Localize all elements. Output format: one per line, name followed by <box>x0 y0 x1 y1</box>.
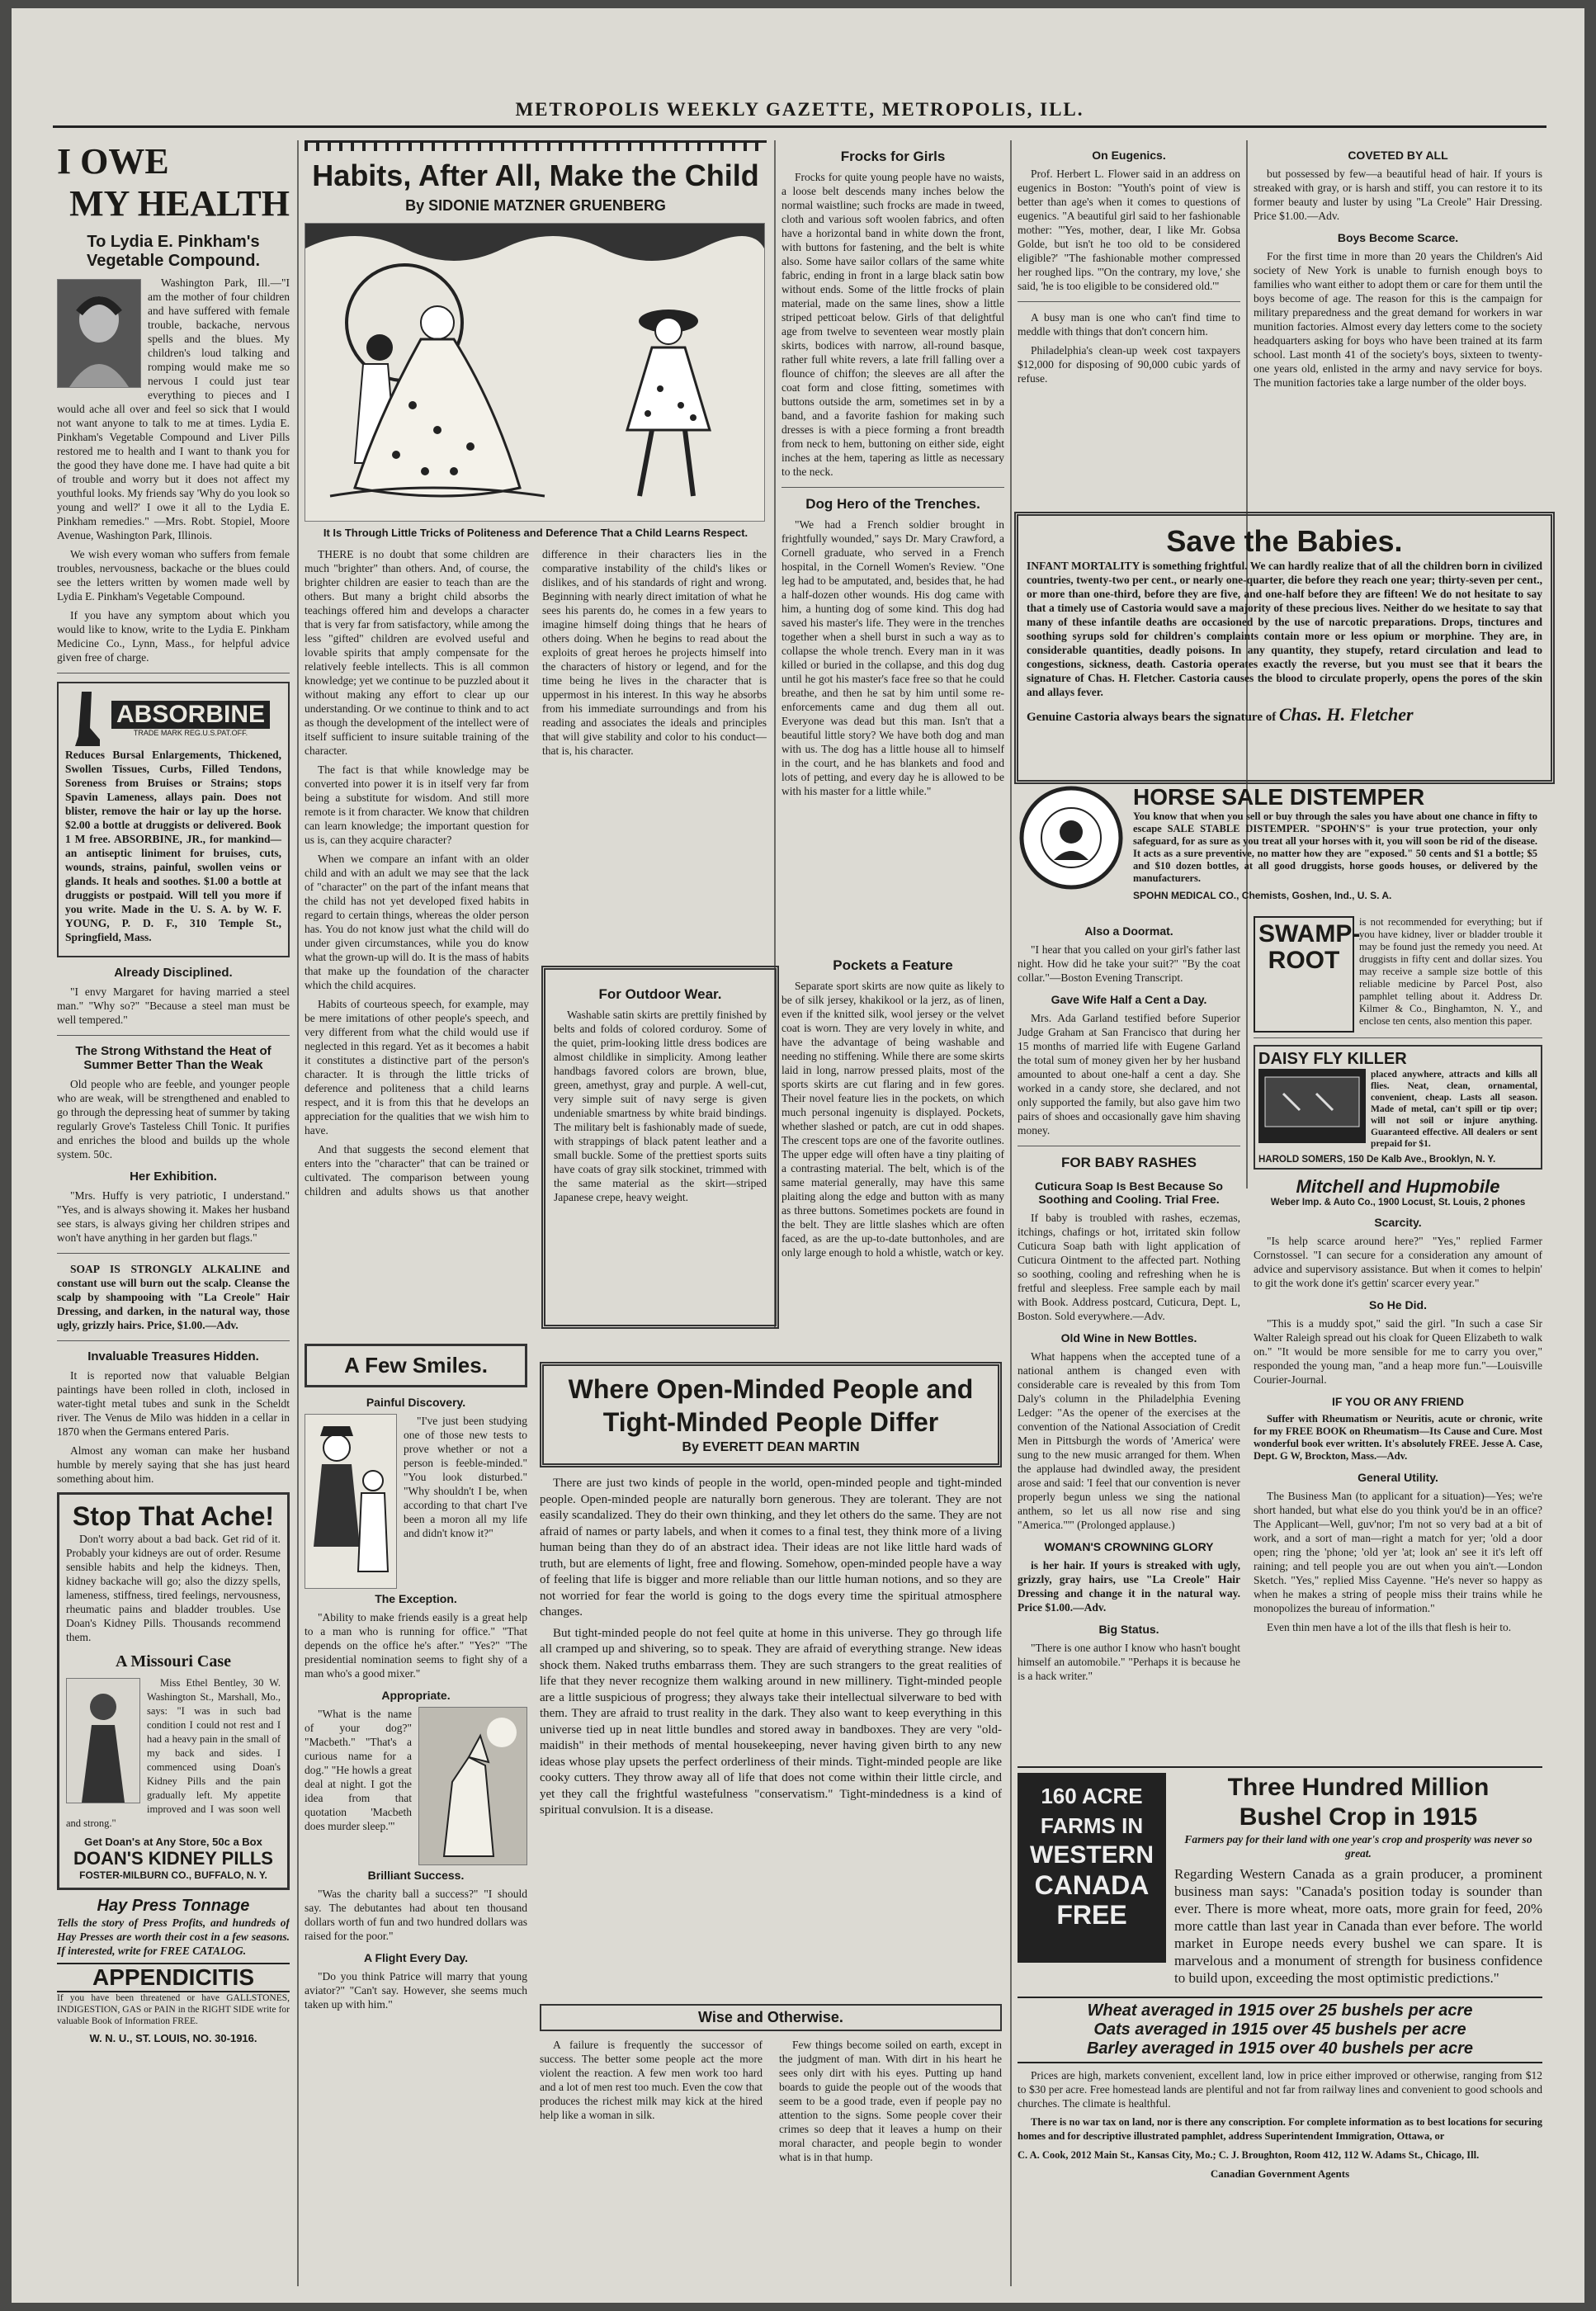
absorbine-ad <box>57 682 290 957</box>
ache-title: Stop That Ache! <box>72 1501 275 1531</box>
wnu-line: W. N. U., ST. LOUIS, NO. 30-1916. <box>89 2032 257 2044</box>
status-heading: Big Status. <box>1098 1623 1159 1636</box>
woman-portrait-icon <box>58 280 140 387</box>
philadelphia-text: Philadelphia's clean-up week cost taxpayers $12,000 for disposing of 90,000 cubic yards of refuse. <box>1018 344 1240 385</box>
dog-hero-heading: Dog Hero of the Trenches. <box>805 496 980 512</box>
woman-figure-icon <box>67 1679 139 1803</box>
brilliant-text: "Was the charity ball a success?" "I should say. The debutantes had about ten thousand dollars worth of fun and two hundred dollars was raised for the poor." <box>305 1888 527 1942</box>
habits-byline: By SIDONIE MATZNER GRUENBERG <box>405 197 666 214</box>
wife-text: Mrs. Ada Garland testified before Superior Judge Graham at San Francisco that during her 15 months of married life with Eugene Garland the total sum of money given her by her husband amounted to about one-half a cent a day. She worked in a candy store, she declared, and not only supported the family, but also gave him two pairs of shoes and occasionally gave him shaving money. <box>1018 1012 1240 1137</box>
absorbine-text: Reduces Bursal Enlargements, Thickened, Swollen Tissues, Curbs, Filled Tendons, Soreness from Bruises or Strains; stops Spavin Lameness, allays pain. Does not blister, remove the hair or lay up the horse. $2.00 a bottle at druggists or delivered. Book 1 M free. ABSORBINE, JR., for mankind—an antiseptic liniment for bruises, cuts, wounds, strains, painful, swollen veins or glands. It heals and soothes. $1.00 a bottle at druggists or postpaid. Will tell you more if you write. Made in the U. S. A. by W. F. YOUNG, P. D. F., 310 Temple St., Springfield, Mass. <box>65 749 281 943</box>
masthead: METROPOLIS WEEKLY GAZETTE, METROPOLIS, ILL. <box>53 99 1546 128</box>
pinkham-testimonial: Washington Park, Ill.—"I am the mother of four children and have suffered with female trouble, backache, nervous spells and the blues. My children's loud talking and romping would make me so nervous I could just tear everything to pieces and I would ache all over and feel so sick that I would not want anyone to talk to me at times. Lydia E. Pinkham's Vegetable Compound and Liver Pills restored me to health and I want to thank you for the good they have done me. I have had quite a bit of trouble and worry but it does not affect my youthful looks. My friends say 'Why do you look so young and well?' I owe it all to the Lydia E. Pinkham remedies." —Mrs. Robt. Stopiel, Moore Avenue, Washington Park, Illinois. <box>57 276 290 541</box>
disciplined-heading: Already Disciplined. <box>114 966 233 980</box>
horse-company: SPOHN MEDICAL CO., Chemists, Goshen, Ind., U. S. A. <box>1133 890 1392 901</box>
smiles-title-box <box>305 1344 527 1387</box>
open-minded-title-2: Tight-Minded People Differ <box>602 1407 939 1437</box>
outdoor-text: Washable satin skirts are prettily finished by belts and folds of colored corduroy. Some of the quiet, prim-looking little dress bodices are almost childlike in simplicity. Among leather handbags favored colors are brown, blue, green, amethyst, gray and purple. A well-cut, very simple suit of navy serge is given undeniable smartness by white braid bindings. The military belt is fashionably made of suede, with strappings of black patent leather and a small buckle. Some of the prettiest sports suits have coats of gray silk stockinet, trimmed with the same material as the skirt—striped Japanese crepe, heavy weight. <box>554 1009 767 1203</box>
canada-oats: Oats averaged in 1915 over 45 bushels per acre <box>1093 2020 1466 2039</box>
doormat-text: "I hear that you called on your girl's father last night. How did he take your suit?" "By the coat collar."—Boston Evening Transcript. <box>1018 943 1240 984</box>
coveted-text: but possessed by few—a beautiful head of hair. If yours is streaked with gray, or is harsh and stiff, you can restore it to its former beauty and luster by using "La Creole" Hair Dressing. Price $1.00.—Adv. <box>1254 168 1542 222</box>
badge-line-4: CANADA <box>1034 1870 1150 1900</box>
did-text: "This is a muddy spot," said the girl. "In such a case Sir Walter Raleigh spread out his cloak for Queen Elizabeth to walk on." "It would be more sensible for me to carry you over," responded the young man, "and a heap more fun."—Louisville Courier-Journal. <box>1254 1317 1542 1386</box>
strong-text: Old people who are feeble, and younger people who are weak, will be strengthened and enabled to go through the depressing heat of summer by taking regularly Grove's Tasteless Chill Tonic. It purifies and enriches the blood and builds up the whole system. 50c. <box>57 1078 290 1160</box>
wine-text: What happens when the accepted tune of a national anthem is changed even with considerable care is revealed by this from Tom Daly's column in the Philadelphia Evening Ledger: "As the opener of the exercises at the convention of the National Association of Credit Men in Pittsburgh the words of 'America' were sung to the new music arranged for them. When the applause had dwindled away, the president arose and said: 'I feel that our convention is never properly begun unless we sing the national anthem, so let us all now rise and sing "America."'" (Prolonged applause.) <box>1018 1350 1240 1531</box>
smiles-title: A Few Smiles. <box>344 1353 488 1378</box>
missouri-photo <box>66 1678 140 1803</box>
treasures-heading: Invaluable Treasures Hidden. <box>87 1349 259 1363</box>
brilliant-heading: Brilliant Success. <box>367 1869 465 1882</box>
canada-subheading: Farmers pay for their land with one year's crop and prosperity was never so great. <box>1184 1833 1532 1860</box>
habits-p2: The fact is that while knowledge may be converted into power it is in itself very far from being a substitute for wisdom. And still more remote is it from character. We know that children can learn knowledge; the important question for us is, can they acquire character? <box>305 763 529 846</box>
canada-wheat: Wheat averaged in 1915 over 25 bushels per acre <box>1087 2001 1473 2020</box>
column-5-top <box>1254 140 1542 503</box>
babies-heading: Save the Babies. <box>1166 524 1403 558</box>
swamp-root-heading: SWAMP-ROOT <box>1254 916 1354 1033</box>
open-minded-byline: By EVERETT DEAN MARTIN <box>682 1440 860 1454</box>
column-rule <box>1010 140 1012 2286</box>
horse-leg-icon <box>65 690 106 748</box>
spohn-seal-icon <box>1018 784 1125 891</box>
disciplined-text: "I envy Margaret for having married a steel man." "Why so?" "Because a steel man must be well tempered." <box>57 985 290 1026</box>
wife-heading: Gave Wife Half a Cent a Day. <box>1051 993 1207 1006</box>
eugenics-text: Prof. Herbert L. Flower said in an address on eugenics in Boston: "Youth's point of view is better than age's when it comes to questions of eugenics. "A beautiful girl said to her fashionable mother: "'Yes, mother, dear, I like Mr. Gobsa Golde, but isn't he too old to be considered eligible?' "The fashionable mother compressed her roughed lips. "'On the contrary, my love,' she said, 'he is too eligible to be considered old.'" <box>1018 168 1240 292</box>
frocks-heading: Frocks for Girls <box>840 149 946 164</box>
hay-press-text: Tells the story of Press Profits, and hundreds of Hay Presses are worth their cost in a few seasons. If interested, write for FREE CATALOG. <box>57 1916 290 1957</box>
habits-p1: THERE is no doubt that some children are much "brighter" than others. And, of course, the brighter children are easier to teach than are the others. But many a bright child absorbs the teachings offered him and develops a character that is very far from satisfactory, while among the less "gifted" children are evolved useful and lovable spirits that amply compensate for the relatively feeble intellects. This is all common knowledge; yet we continue to be puzzled about it without making any effort to clear up our understanding. Or we continue to think and to act as though the development of the intellect were of itself sufficient to insure suitable training of the character. <box>305 548 529 757</box>
smiles-column <box>305 1337 527 2286</box>
wise-heading: Wise and Otherwise. <box>698 2009 843 2025</box>
habits-p4: Habits of courteous speech, for example, may be mere imitations of other people's speech, and very different from what the child would use if neglected in this regard. Yet as it becomes a habit it constitutes a distinctive part of the person's character. It is through the little tricks of deference and politeness that a child learns respect, and it is from this that he develops an appreciation for the qualities that we wish him to have. <box>305 998 529 1137</box>
newspaper-page <box>12 8 1584 2303</box>
scarcity-heading: Scarcity. <box>1374 1216 1422 1229</box>
absorbine-title: ABSORBINE <box>111 701 270 729</box>
canada-gov: Canadian Government Agents <box>1210 2167 1350 2180</box>
children-illustration <box>305 223 765 522</box>
glory-heading: WOMAN'S CROWNING GLORY <box>1044 1540 1214 1553</box>
habits-title: Habits, After All, Make the Child <box>312 158 759 192</box>
portrait-photo <box>57 279 141 388</box>
painful-heading: Painful Discovery. <box>366 1396 466 1409</box>
eugenics-heading: On Eugenics. <box>1092 149 1166 162</box>
exhibition-text: "Mrs. Huffy is very patriotic, I understand." "Yes, and is always showing it. Makes her husband see stars, is always giving her children stripes and won't have anything in her garden but flags." <box>57 1189 290 1244</box>
busy-man-text: A busy man is one who can't find time to meddle with things that don't concern him. <box>1018 311 1240 338</box>
ifyou-text: Suffer with Rheumatism or Neuritis, acute or chronic, write for my FREE BOOK on Rheumatism—Its Cause and Cure. Most wonderful book ever written. It's absolutely FREE. Jesse A. Case, Dept. G W, Brockton, Mass.—Adv. <box>1254 1413 1542 1462</box>
dog-hero-text: "We had a French soldier brought in frightfully wounded," says Dr. Mary Crawford, a Cornell graduate, who served in a French hospital, in the Cornell Women's Review. "One leg had to be amputated, and, besides that, he had a half-dozen other wounds. His dog came with him, a hunting dog of some kind. This dog had saved his master's life. They were in the trenches together when a shell burst in such a way as to collapse the whole trench. Every man in it was killed or buried in the collapse, and this dog dug until he got his master's face free so that he could breathe, and then he sat by him until some re-enforcements came and dug them all out. Everyone was dead but this man. Isn't that a beautiful little story? We have both dog and man with us. The dog has a little house all to himself in the court, and he has blankets and food and lots of petting, and every day he is allowed to be with his master for a little while." <box>781 518 1004 797</box>
mitchell-heading: Mitchell and Hupmobile <box>1296 1176 1500 1197</box>
badge-line-2: FARMS IN <box>1040 1813 1144 1838</box>
daisy-ad <box>1254 1045 1542 1170</box>
strong-heading: The Strong Withstand the Heat of Summer Better Than the Weak <box>75 1044 272 1072</box>
open-minded-title-box <box>540 1362 1002 1467</box>
rash-subheading: Cuticura Soap Is Best Because So Soothing and Cooling. Trial Free. <box>1035 1179 1223 1206</box>
appropriate-heading: Appropriate. <box>381 1689 451 1702</box>
treasures-text: It is reported now that valuable Belgian paintings have been rolled in cloth, inclosed in water-tight metal tubes and sunk in the Scheldt river. The Venus de Milo was hidden in a cellar in 1870 when the Germans entered Paris. <box>57 1369 290 1438</box>
wise-text-right: Few things become soiled on earth, except in the judgment of man. With dirt in his heart he sees only dirt with his eyes. Putting up hand boards to guide the people out of the woods that seem to be a good trade, even if people pay no attention to the signs. Some people cover their crimes so deep that it leaves a hump on their moral character, and people begin to wonder what is in that hump. <box>779 2039 1002 2163</box>
boys-text: For the first time in more than 20 years the Children's Aid society of New York is unable to furnish enough boys to families who want either to adopt them or care for them until the boys become of age. The reason for this is the campaign for military preparedness and the great demand for workers in war munition factories. Almost every day letters come to the society headquarters asking for boys who have been trained at its farm school. Last month 41 of the society's boys, sixteen to twenty-one years old, enlisted in the army and navy service for boys. The munition factories take a large number of the older boys. <box>1254 250 1542 389</box>
wise-section <box>540 1997 1002 2286</box>
daisy-text: placed anywhere, attracts and kills all flies. Neat, clean, ornamental, convenient, cheap. Lasts all season. Made of metal, can't spill or tip over; will not soil or injure anything. Guaranteed effective. All dealers or sent prepaid for $1. <box>1371 1070 1537 1149</box>
utility-heading: General Utility. <box>1358 1471 1438 1484</box>
exception-text: "Ability to make friends easily is a great help to a man who is running for office." "That depends on the office he's after." "Yes?" "The presidential nomination seems to fight shy of a man who's a good mixer." <box>305 1611 527 1680</box>
outdoor-wear-box <box>541 966 779 1329</box>
pockets-section <box>781 949 1004 1337</box>
column-rule <box>297 140 299 2286</box>
canada-agents: C. A. Cook, 2012 Main St., Kansas City, Mo.; C. J. Broughton, Room 412, 112 W. Adams St., Chicago, Ill. <box>1018 2149 1480 2161</box>
badge-line-5: FREE <box>1056 1900 1127 1930</box>
canada-barley: Barley averaged in 1915 over 40 bushels per acre <box>1086 2039 1474 2058</box>
appendicitis-text: If you have been threatened or have GALLSTONES, INDIGESTION, GAS or PAIN in the RIGHT SIDE write for valuable Book of Information FREE. <box>57 1993 290 2026</box>
daisy-company: HAROLD SOMERS, 150 De Kalb Ave., Brooklyn, N. Y. <box>1258 1155 1496 1165</box>
column-1 <box>57 140 290 2286</box>
pinkham-text-3: If you have any symptom about which you would like to know, write to the Lydia E. Pinkham Medicine Co., Lynn, Mass., for helpful advice given free of charge. <box>57 609 290 664</box>
flight-heading: A Flight Every Day. <box>363 1951 469 1964</box>
pinkham-subtitle: To Lydia E. Pinkham's Vegetable Compound. <box>86 233 261 270</box>
western-canada-ad <box>1018 1766 1542 2293</box>
open-minded-title-1: Where Open-Minded People and <box>568 1374 974 1404</box>
two-men-cartoon-icon <box>305 1415 396 1588</box>
habits-p3: When we compare an infant with an older child and with an adult we may see that the lack of "character" on the part of the infant means that the child has not yet developed fixed habits in regard to certain things, whereas the older person has. You do not know just what the child will do under given circumstances, while you do know what the grown-up will do. It is the mass of habits that make up the foundation of the character which the child acquires. <box>305 853 529 991</box>
pinkham-ad <box>57 140 290 664</box>
did-heading: So He Did. <box>1368 1298 1427 1311</box>
missouri-heading: A Missouri Case <box>116 1652 231 1671</box>
ifyou-heading: IF YOU OR ANY FRIEND <box>1332 1395 1464 1408</box>
almost-text: Almost any woman can make her husband humble by merely saying that she has just heard something about him. <box>57 1444 290 1485</box>
daisy-heading: DAISY FLY KILLER <box>1258 1050 1407 1068</box>
badge-line-3: WESTERN <box>1030 1841 1154 1869</box>
wise-heading-box <box>540 2004 1002 2031</box>
canada-yield-box <box>1018 1997 1542 2063</box>
swamp-root-text: is not recommended for everything; but if you have kidney, liver or bladder trouble it may be found just the remedy you need. At druggists in fifty cent and dollar sizes. You may receive a sample size bottle of this reliable medicine by Parcel Post, also pamphlet telling about it. Address Dr. Kilmer & Co., Binghamton, N. Y., and enclose ten cents, also mention this paper. <box>1359 916 1542 1027</box>
dog-illustration <box>418 1707 527 1865</box>
babies-signature-line <box>1027 704 1542 725</box>
pockets-text: Separate sport skirts are now quite as likely to be of silk jersey, khakikool or la jerz, as of linen, even if the knitted silk, wool jersey or the velvet coat is worn. They are very lovely in white, and have the advantage of being washable and needing no stiffening. While there are some skirts laid in long, narrow pressed plaits, most of the sports skirts are cut flaring and in few gores. Their novel feature lies in the pockets, on which much personal ingenuity is displayed. Pockets, whether slashed or patch, are cut in odd shapes. The crescent tops are one of the favorite outlines. The upper edge will often have a tiny plaiting of a contrasting material. The belt, which is of the same material generally, may have this same plaiting along the edge and button with as many as three buttons. Sometimes pockets are found in the belt. They are little slashes which are often faced, as are the up-to-date buttonholes, and are only large enough to hold a whistle, watch or key. <box>781 980 1004 1259</box>
exception-heading: The Exception. <box>375 1592 457 1605</box>
even-thin-text: Even thin men have a lot of the ills that flesh is heir to. <box>1267 1621 1512 1633</box>
hay-press-heading: Hay Press Tonnage <box>97 1897 250 1915</box>
fletcher-signature: Chas. H. Fletcher <box>1278 704 1414 725</box>
pinkham-title-1: I OWE <box>57 141 169 182</box>
canada-heading-2: Bushel Crop in 1915 <box>1239 1803 1478 1831</box>
decorative-border <box>305 140 767 151</box>
doans-name: DOAN'S KIDNEY PILLS <box>73 1848 273 1869</box>
ache-text: Don't worry about a bad back. Get rid of it. Probably your kidneys are out of order. Resume sensible habits and help the kidneys. Then, kidney backache will go; also the dizzy spells, lameness, stiffness, tired feelings, nervousness, rheumatic pains and bladder troubles. Use Doan's Kidney Pills. Thousands recommend them. <box>66 1533 281 1643</box>
babies-signature-lead: Genuine Castoria always bears the signature of <box>1027 711 1277 724</box>
coveted-heading: COVETED BY ALL <box>1348 149 1448 162</box>
column-5-middle <box>1254 916 1542 1758</box>
wise-text-left: A failure is frequently the successor of success. The better some people act the more violent the reaction. A few men work too hard and a lot of men rest too much. Even the cow that produces the richest milk may kick at the hired help like a woman in silk. <box>540 2039 763 2121</box>
absorbine-trademark: TRADE MARK REG.U.S.PAT.OFF. <box>133 729 248 737</box>
missouri-text: Miss Ethel Bentley, 30 W. Washington St., Marshall, Mo., says: "I was in such bad condition I could not rest and I had a heavy pain in the small of my back and sides. I commenced using Doan's Kidney Pills and the pain gradually left. My appetite improved and I was soon well and strong." <box>66 1677 281 1829</box>
painful-text: "I've just been studying one of those new tests to prove whether or not a person is feeble-minded." "You look disturbed." "Why shouldn't I be, when according to that chart I've been a moron all my life and didn't know it?" <box>404 1415 527 1539</box>
utility-text: The Business Man (to applicant for a situation)—Yes; we're short handed, but what else do you think you'd be in an office? The Applicant—Well, guv'nor; I'm not so very bad at a bit of work, and a sort of man—right a match for yer; 'old a door open; ring the 'phone; 'old yer 'at; look an' see it it's left off raining; and tell people you are out when you ain't.—London Sketch. "Yes," replied Miss Cayenne. "He's never so happy as when he makes a string of people miss their trains while he monopolizes the bureau of information." <box>1254 1490 1542 1614</box>
canada-heading-1: Three Hundred Million <box>1227 1774 1490 1801</box>
horse-text: You know that when you sell or buy through the sales you have about one chance in fifty to escape SALE STABLE DISTEMPER. "SPOHN'S" is your true protection, your only safeguard, for as sure as you treat all your horses with it, you will soon be rid of the disease. It acts as a sure preventive, no matter how they are "exposed." 50 cents and $1 a bottle; $5 and $10 dozen bottles, at all good druggists, horse goods houses, or delivered by the manufacturers. <box>1133 811 1537 884</box>
appropriate-text: "What is the name of your dog?" "Macbeth." "That's a curious name for a dog." "He howls a great deal at night. I got the idea from that quotation 'Macbeth does murder sleep.'" <box>305 1708 412 1832</box>
boys-heading: Boys Become Scarce. <box>1337 231 1459 244</box>
habits-caption: It Is Through Little Tricks of Politeness and Deference That a Child Learns Respect. <box>323 527 748 539</box>
open-minded-p1: There are just two kinds of people in the world, open-minded people and tight-minded people. Open-minded people are naturally born generous. They are tolerant. They are not easily scandalized. They do their own thinking, and they let others do the same. They are not afraid of names or party labels, and when it comes to a final test, they think more of a living human being than they do of an abstract idea. Their ideas are not like little hard wads of truth, but are elements of light, free and flowing. Somehow, open-minded people have a way of feeling that life is bigger and more reliable than our little human notions, and so they are not worried for fear the world is going to the dogs every time the spiritual atmosphere changes. <box>540 1477 1002 1619</box>
outdoor-heading: For Outdoor Wear. <box>598 986 722 1002</box>
mitchell-address: Weber Imp. & Auto Co., 1900 Locust, St. Louis, 2 phones <box>1270 1198 1526 1207</box>
castoria-ad <box>1014 512 1555 784</box>
rash-text: If baby is troubled with rashes, eczemas, itchings, chafings or hot, irritated skin follow Cuticura Soap bath with light application of Cuticura Ointment to the affected part. Nothing so soothing, cooling and refreshing when he is fretful and sleepless. Free sample each by mail with Book. Address postcard, Cuticura, Dept. L, Boston. Sold everywhere.—Adv. <box>1018 1212 1240 1322</box>
scarcity-text: "Is help scarce around here?" "Yes," replied Farmer Cornstossel. "I can secure for a consideration any amount of advice and supervisory assistance. But when it comes to helpin' to git the work done it's gettin' scarcer every year." <box>1254 1235 1542 1289</box>
pinkham-title-2: MY HEALTH <box>69 183 290 224</box>
badge-line-1: 160 ACRE <box>1041 1784 1143 1808</box>
habits-p5: And that suggests the second element that enters into the "character" that can be trained or cultivated. The comparison between young children and adults shows us that another difference in their characters lies in the comparative instability of the child's likes or dislikes, and of his standards of right and wrong. Beginning with nearly direct imitation of what he sees his parents do, he comes in a few years to imagine himself doing things that he hears of others doing. When he begins to read about the exploits of great heroes he projects himself into the characters of history or legend, and for the time being he lives in the character that is uppermost in his interest. In this way he absorbs from his immediate surroundings and from his reading and associates the ideals and principles that will give stability and color to his conduct—that is, his character. <box>305 548 767 1198</box>
pockets-heading: Pockets a Feature <box>833 957 953 973</box>
howling-dog-icon <box>419 1708 526 1864</box>
children-dancing-icon <box>305 224 764 521</box>
column-4-top <box>1018 140 1240 536</box>
glory-text: is her hair. If yours is streaked with ugly, grizzly, gray hairs, use "La Creole" Hair Dressing and change it in the natural way. Price $1.00.—Adv. <box>1018 1559 1240 1614</box>
doans-company: FOSTER-MILBURN CO., BUFFALO, N. Y. <box>79 1869 267 1881</box>
babies-text: INFANT MORTALITY is something frightful. We can hardly realize that of all the children born in civilized countries, twenty-two per cent., or nearly one-quarter, die before they reach one year; thirty-seven per cent., or more than one-third, before they are five, and one-half before they are fifteen! We do not hesitate to say that a timely use of Castoria would save a majority of these precious lives. Neither do we hesitate to say that many of these infantile deaths are occasioned by the use of narcotic preparations. Drops, tinctures and soothing syrups sold for children's complaints contain more or less opium or morphine. They are, in considerable quantities, deadly poisons. In any quantity, they stupefy, retard circulation and lead to congestions, sickness, death. Castoria operates exactly the reverse, but you must see that it bears the signature of Chas. H. Fletcher. Castoria causes the blood to circulate properly, opens the pores of the skin and allays fever. <box>1027 560 1542 698</box>
rash-heading: FOR BABY RASHES <box>1060 1155 1197 1170</box>
fly-killer-device-icon <box>1258 1069 1366 1143</box>
column-4-lower <box>1018 916 1240 1824</box>
doans-ad <box>57 1492 290 1890</box>
status-text: "There is one author I know who hasn't bought himself an automobile." "Perhaps it is because he is a hack writer." <box>1018 1642 1240 1682</box>
doormat-heading: Also a Doormat. <box>1084 924 1173 938</box>
appendicitis-heading: APPENDICITIS <box>57 1963 290 1992</box>
horse-heading: HORSE SALE DISTEMPER <box>1133 784 1425 810</box>
wine-heading: Old Wine in New Bottles. <box>1060 1331 1197 1345</box>
frocks-text: Frocks for quite young people have no waists, a loose belt descends many inches below the normal waistline; such frocks are made in tweed, cloth and various soft woolen fabrics, and often have a horizontal band in white down the front, with buttons for fastening, and the belt is white also. Some have sailor collars of the same white fabric, ending in front in a large black satin bow without ends. Some of the little frocks of plain material, made on the same lines, show a little striped petticoat below. Girls of that delightful age from twelve to seventeen wear mostly plain skirts, bodices with narrow, all-round basque, rather full white revers, a late frill falling over a flounce of chiffon; the sleeves are all after the coat form and close fitting, sometimes with buttons outside the arm, sometimes set in by a band, and a favorite fashion for making such dresses is with a piece forming a front breadth from neck to hem, buttoning on either side, eight inches at the hem, tapering as little as necessary to the neck. <box>781 171 1004 478</box>
flight-text: "Do you think Patrice will marry that young aviator?" "Can't say. However, she seems much taken up with him." <box>305 1970 527 2011</box>
doans-get: Get Doan's at Any Store, 50c a Box <box>84 1836 262 1848</box>
canada-text-3: There is no war tax on land, nor is there any conscription. For complete information as to best locations for securing homes and for descriptive illustrated pamphlet, address Superintendent Immigration, Ottawa, or <box>1018 2116 1542 2142</box>
spohn-ad <box>1018 784 1537 908</box>
pinkham-text-2: We wish every woman who suffers from female troubles, nervousness, backache or the blues could see the letters written by women made well by Lydia E. Pinkham's Vegetable Compound. <box>57 548 290 603</box>
canada-badge <box>1018 1773 1166 1963</box>
exhibition-heading: Her Exhibition. <box>130 1170 217 1184</box>
open-minded-article <box>540 1362 1002 1989</box>
open-minded-p2: But tight-minded people do not feel quite at home in this universe. They go through life all cramped up and shivering, so to speak. They are afraid of everything strange. New ideas shock them. Naked truths embarrass them. They are such strangers to the great realities of life that they never recognize them walking around in new millinery. Tight-minded people are a little suspicious of progress; they always take their intellectual silverware to bed with them. They are afraid to trust reality in the dark. They also want to keep everything in this universe tied up in neat little bundles and stored away in bandboxes. They are very "old-maidish" in their methods of mental housekeeping, never having given birth to any new ideas whose play upsets the perfect orderliness of their minds. Tight-minded people are like cooky cutters. They throw away all of life that does not come within their little circle, and yet they call the frightful wastefulness "conservatism." Tight-mindedness is a kind of spiritual convulsion. It is a disease. <box>540 1626 1002 1817</box>
canada-text-2: Prices are high, markets convenient, excellent land, low in price either improved or otherwise, ranging from $12 to $30 per acre. Free homestead lands are plentiful and not far from railway lines and convenient to good schools and churches. The climate is healthful. <box>1018 2069 1542 2110</box>
cartoon-men <box>305 1414 397 1589</box>
canada-text: Regarding Western Canada as a grain producer, a prominent business man says: "Canada's position today is sounder than ever. There is more wheat, more oats, more grain for feed, 20% more cattle than last year in Canada than ever before. The world market in Europe needs every bushel we can spare. It is marvelous and a monument of strength for business confidence to build upon, exceeding the most optimistic predictions." <box>1174 1866 1542 1986</box>
soap-notice: SOAP IS STRONGLY ALKALINE and constant use will burn out the scalp. Cleanse the scalp by shampooing with "La Creole" Hair Dressing, and darken, in the natural way, those ugly, grizzly hairs. Price, $1.00.—Adv. <box>57 1263 290 1331</box>
